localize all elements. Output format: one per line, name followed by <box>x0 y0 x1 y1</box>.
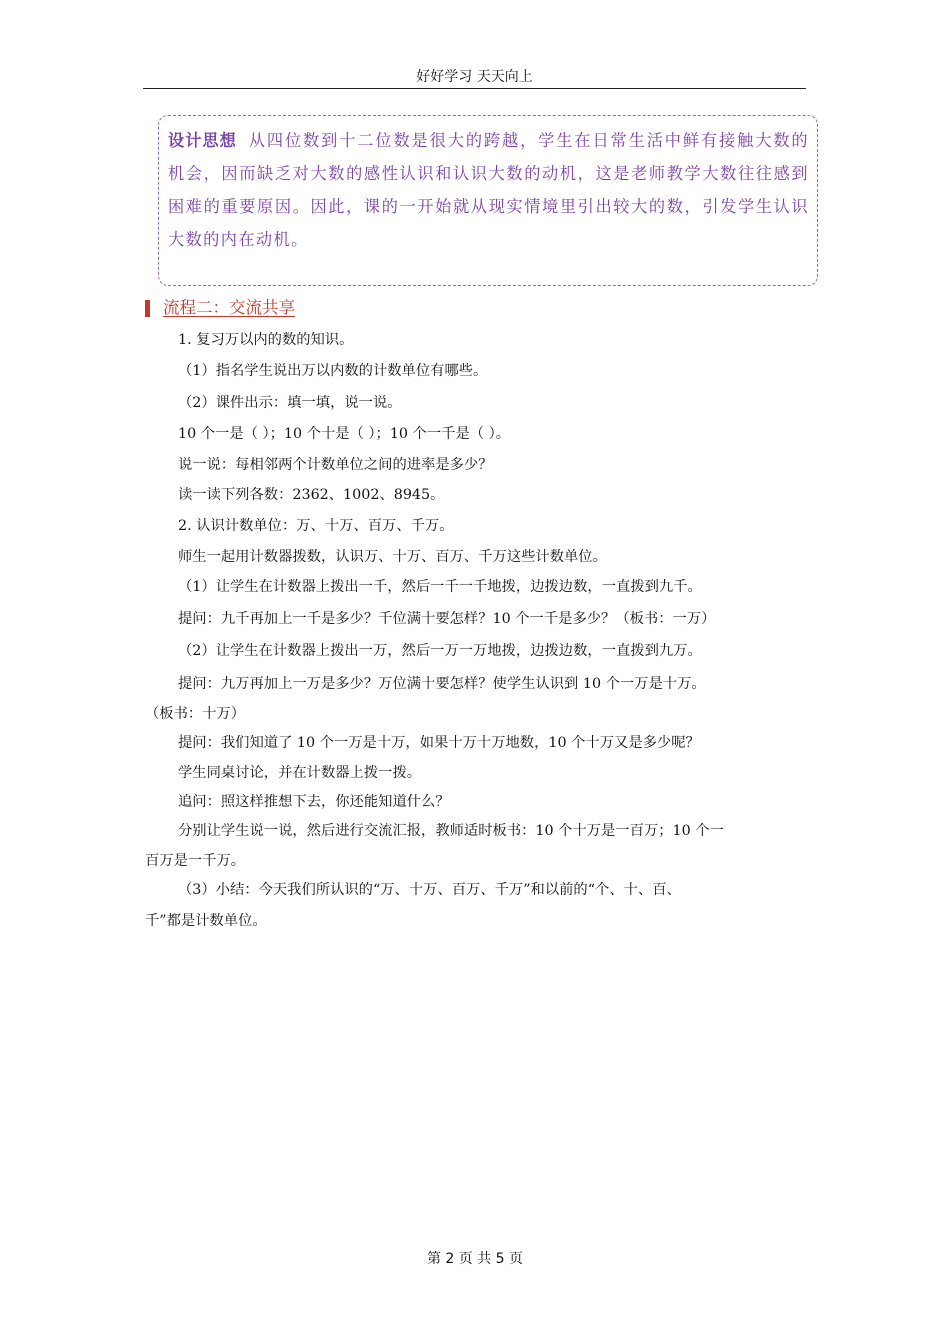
body-line-4: 10 个一是（ ）；10 个十是（ ）；10 个一千是（ ）。 <box>178 426 511 442</box>
design-thinking-label: 设计思想 <box>168 131 237 150</box>
body-line-12: 提问：九万再加上一万是多少？万位满十要怎样？使学生认识到 10 个一万是十万。 <box>178 676 706 692</box>
body-line-8: 师生一起用计数器拨数，认识万、十万、百万、千万这些计数单位。 <box>178 549 607 565</box>
body-line-9: （1）让学生在计数器上拨出一千，然后一千一千地拨，边拨边数，一直拨到九千。 <box>178 579 702 595</box>
body-line-18: 百万是一千万。 <box>145 853 246 869</box>
body-line-20: 千”都是计数单位。 <box>145 913 267 929</box>
body-line-15: 学生同桌讨论，并在计数器上拨一拨。 <box>178 765 422 781</box>
body-line-19: （3）小结：今天我们所认识的“万、十万、百万、千万”和以前的“个、十、百、 <box>178 882 681 898</box>
body-line-1: 1. 复习万以内的数的知识。 <box>178 332 354 348</box>
body-line-7: 2. 认识计数单位：万、十万、百万、千万。 <box>178 518 454 534</box>
design-thinking-text: 从四位数到十二位数是很大的跨越，学生在日常生活中鲜有接触大数的机会，因而缺乏对大数的感性认识和认识大数的动机，这是老师教学大数往往感到困难的重要原因。因此，课的一开始就从现实情境里引出较大的数，引发学生认识大数的内在动机。 <box>168 131 810 249</box>
body-line-5: 说一说：每相邻两个计数单位之间的进率是多少？ <box>178 457 493 473</box>
body-line-14: 提问：我们知道了 10 个一万是十万，如果十万十万地数，10 个十万又是多少呢？ <box>178 735 700 751</box>
page-header: 好好学习 天天向上 <box>143 66 806 89</box>
page-footer: 第 2 页 共 5 页 <box>426 1251 524 1267</box>
section-heading <box>145 296 295 320</box>
section-title: 流程二：交流共享 <box>163 298 295 317</box>
body-line-17: 分别让学生说一说，然后进行交流汇报，教师适时板书：10 个十万是一百万；10 个一 <box>178 823 724 839</box>
body-line-6: 读一读下列各数：2362、1002、8945。 <box>178 487 445 503</box>
body-line-2: （1）指名学生说出万以内数的计数单位有哪些。 <box>178 363 488 379</box>
body-line-16: 追问：照这样推想下去，你还能知道什么？ <box>178 794 450 810</box>
design-thinking-box <box>158 115 818 286</box>
body-line-13: （板书：十万） <box>145 706 246 722</box>
section-marker-bar <box>145 300 150 317</box>
body-line-3: （2）课件出示：填一填，说一说。 <box>178 395 402 411</box>
body-line-10: 提问：九千再加上一千是多少？千位满十要怎样？10 个一千是多少？（板书：一万） <box>178 611 716 627</box>
body-line-11: （2）让学生在计数器上拨出一万，然后一万一万地拨，边拨边数，一直拨到九万。 <box>178 643 702 659</box>
